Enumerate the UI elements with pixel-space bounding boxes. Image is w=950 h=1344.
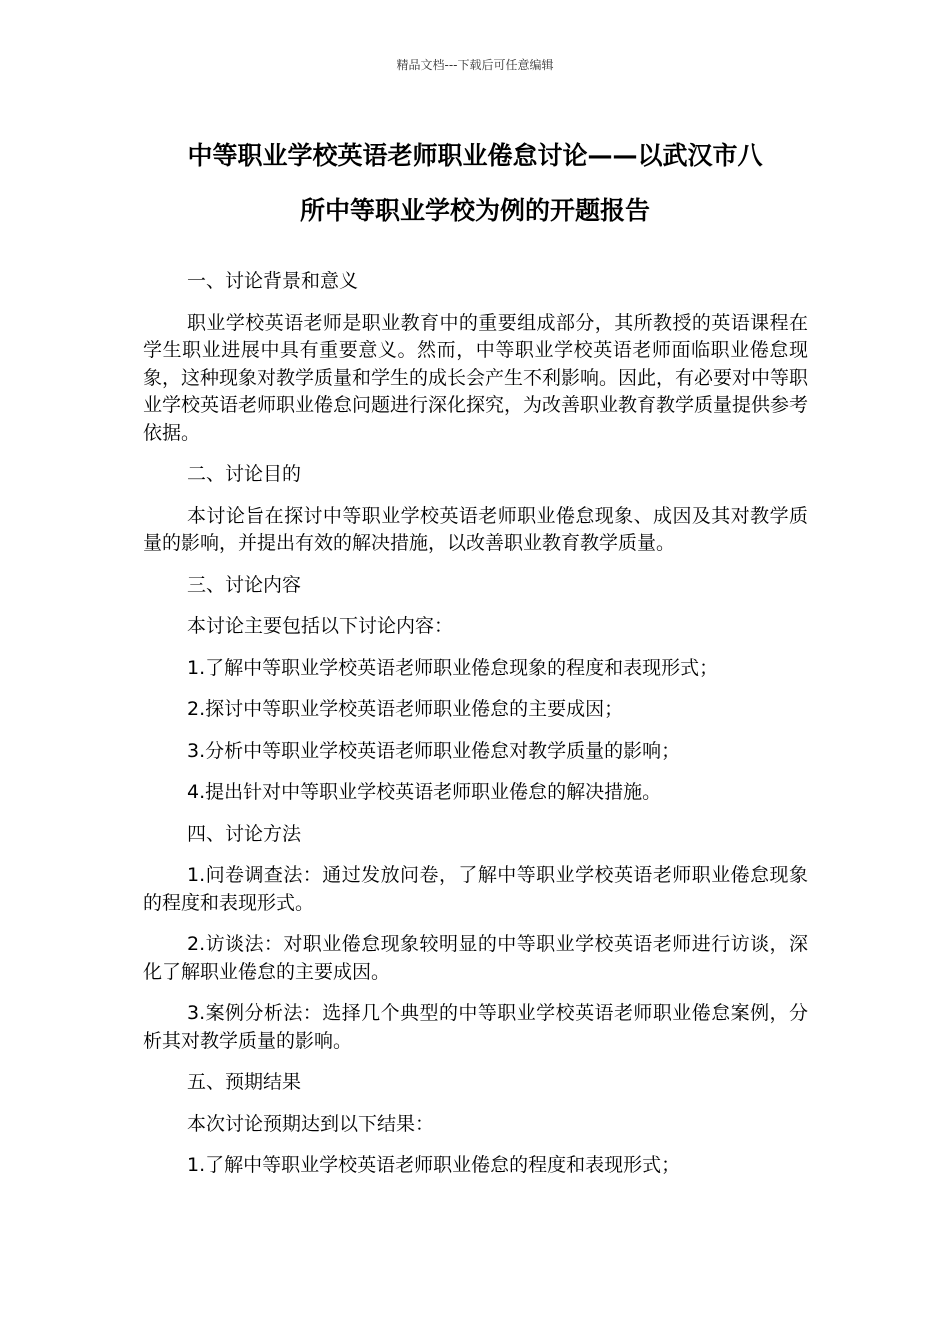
page-header-note: 精品文档---下载后可任意编辑 bbox=[396, 58, 554, 72]
paragraph-content-intro: 本讨论主要包括以下讨论内容： bbox=[187, 615, 454, 637]
list-item-content-4: 4.提出针对中等职业学校英语老师职业倦怠的解决措施。 bbox=[187, 781, 662, 803]
document-title-line-1: 中等职业学校英语老师职业倦怠讨论——以武汉市八 bbox=[187, 141, 763, 170]
document-title bbox=[140, 128, 810, 238]
list-item-method-1: 1.问卷调查法：通过发放问卷，了解中等职业学校英语老师职业倦怠现象的程度和表现形式。 bbox=[143, 864, 808, 914]
list-item-content-1: 1.了解中等职业学校英语老师职业倦怠现象的程度和表现形式； bbox=[187, 656, 719, 679]
document-title-line-2: 所中等职业学校为例的开题报告 bbox=[299, 196, 650, 225]
paragraph-purpose: 本讨论旨在探讨中等职业学校英语老师职业倦怠现象、成因及其对教学质量的影响，并提出有效的解决措施，以改善职业教育教学质量。 bbox=[143, 504, 808, 554]
section-heading-content: 三、讨论内容 bbox=[187, 573, 302, 596]
section-heading-background: 一、讨论背景和意义 bbox=[187, 270, 359, 292]
list-item-result-1: 1.了解中等职业学校英语老师职业倦怠的程度和表现形式； bbox=[187, 1154, 681, 1176]
list-item-method-3: 3.案例分析法：选择几个典型的中等职业学校英语老师职业倦怠案例，分析其对教学质量的影响。 bbox=[143, 1002, 808, 1052]
paragraph-background: 职业学校英语老师是职业教育中的重要组成部分，其所教授的英语课程在学生职业进展中具有重要意义。然而，中等职业学校英语老师面临职业倦怠现象，这种现象对教学质量和学生的成长会产生不利影响。因此，有必要对中等职业学校英语老师职业倦怠问题进行深化探究，为改善职业教育教学质量提供参考依据。 bbox=[143, 311, 809, 444]
section-heading-methods: 四、讨论方法 bbox=[187, 822, 302, 845]
list-item-method-2: 2.访谈法：对职业倦怠现象较明显的中等职业学校英语老师进行访谈，深化了解职业倦怠的主要成因。 bbox=[143, 933, 808, 983]
paragraph-results-intro: 本次讨论预期达到以下结果： bbox=[187, 1112, 435, 1135]
section-heading-expected-results: 五、预期结果 bbox=[187, 1071, 302, 1093]
section-heading-purpose: 二、讨论目的 bbox=[187, 463, 302, 485]
list-item-content-3: 3.分析中等职业学校英语老师职业倦怠对教学质量的影响； bbox=[187, 739, 681, 762]
list-item-content-2: 2.探讨中等职业学校英语老师职业倦怠的主要成因； bbox=[187, 698, 624, 720]
document-body bbox=[143, 268, 808, 1194]
